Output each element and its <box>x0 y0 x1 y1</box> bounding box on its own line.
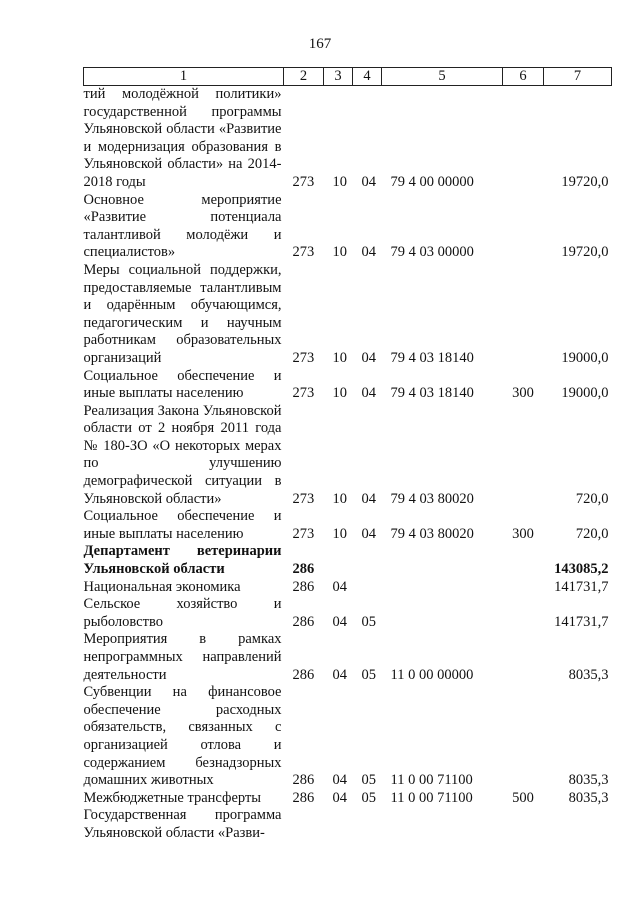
cell-name: Сельское хозяйство и рыболовство <box>83 596 282 630</box>
cell-csr: 79 4 03 80020 <box>390 490 474 507</box>
cell-sum <box>544 807 612 842</box>
cell-csr: 79 4 00 00000 <box>390 173 474 190</box>
cell-csr: 11 0 00 71100 <box>390 789 473 806</box>
cell-gr: 286 <box>292 613 315 630</box>
cell-vr <box>503 403 544 509</box>
cell-vr <box>503 86 544 192</box>
column-header-4: 4 <box>353 68 382 86</box>
cell-rz: 10 <box>332 173 347 190</box>
cell-csr <box>382 543 503 578</box>
cell-name: Мероприятия в рамках непрограммных направлений деятельности <box>83 631 282 683</box>
cell-rz: 10 <box>332 349 347 366</box>
cell-vr <box>503 596 544 631</box>
cell-rz: 04 <box>332 772 347 789</box>
cell-vr <box>503 579 544 597</box>
budget-table <box>83 67 612 843</box>
cell-rz: 04 <box>332 666 347 683</box>
cell-name: Государственная программа Ульяновской области «Разви- <box>83 807 282 841</box>
cell-gr: 273 <box>292 490 315 507</box>
cell-gr <box>284 807 324 842</box>
cell-csr <box>382 579 503 597</box>
cell-csr: 11 0 00 00000 <box>390 666 474 683</box>
cell-pr: 04 <box>361 385 376 402</box>
table-row <box>84 403 612 509</box>
table-row <box>84 790 612 808</box>
cell-pr: 04 <box>361 173 376 190</box>
cell-pr: 04 <box>361 490 376 507</box>
cell-vr: 300 <box>512 385 534 402</box>
cell-pr: 04 <box>361 525 376 542</box>
cell-rz: 10 <box>332 385 347 402</box>
cell-name: Национальная экономика <box>83 578 241 595</box>
cell-pr: 04 <box>361 244 376 261</box>
cell-rz: 04 <box>332 578 347 595</box>
cell-sum: 19720,0 <box>561 173 609 190</box>
cell-gr: 273 <box>292 349 315 366</box>
cell-gr: 286 <box>292 666 315 683</box>
cell-gr: 273 <box>292 385 315 402</box>
table-row <box>84 596 612 631</box>
column-header-1: 1 <box>84 68 284 86</box>
cell-gr: 273 <box>292 173 315 190</box>
column-header-2: 2 <box>284 68 324 86</box>
cell-vr <box>503 807 544 842</box>
cell-rz: 10 <box>332 244 347 261</box>
cell-vr <box>503 543 544 578</box>
cell-pr: 05 <box>361 613 376 630</box>
cell-csr <box>382 596 503 631</box>
cell-gr: 273 <box>292 525 315 542</box>
table-row <box>84 684 612 790</box>
cell-sum: 19000,0 <box>561 349 609 366</box>
cell-gr: 273 <box>292 244 315 261</box>
table-row <box>84 579 612 597</box>
cell-sum: 141731,7 <box>554 578 609 595</box>
table-row <box>84 508 612 543</box>
cell-name: Реализация Закона Ульяновской области от 2 ноября 2011 года № 180-ЗО «О некоторых мерах по улучшению демографической ситуации в Ульяновской области» <box>83 402 282 507</box>
column-header-5: 5 <box>382 68 503 86</box>
cell-sum: 141731,7 <box>554 613 609 630</box>
table-row <box>84 631 612 684</box>
cell-csr: 79 4 03 18140 <box>390 349 474 366</box>
cell-name: Социальное обеспечение и иные выплаты населению <box>83 508 282 542</box>
cell-name: Департамент ветеринарии Ульяновской области <box>83 543 282 578</box>
table-row <box>84 368 612 403</box>
header-row <box>84 68 612 86</box>
cell-rz: 10 <box>332 525 347 542</box>
page-number: 167 <box>308 36 332 52</box>
table-row <box>84 262 612 368</box>
cell-name: Меры социальной поддержки, предоставляемые талантливым и одарённым обучающимся, педагогическим и научным работникам образовательных организаций <box>83 261 282 366</box>
table-row <box>84 807 612 842</box>
cell-pr <box>353 807 382 842</box>
cell-name: Социальное обеспечение и иные выплаты населению <box>83 367 282 402</box>
cell-vr <box>503 631 544 684</box>
cell-rz <box>324 807 353 842</box>
cell-vr: 300 <box>512 525 534 542</box>
cell-rz: 04 <box>332 789 347 806</box>
cell-gr: 286 <box>292 772 315 789</box>
cell-vr <box>503 262 544 368</box>
cell-sum: 19720,0 <box>561 244 609 261</box>
table-header <box>84 68 612 86</box>
cell-rz: 04 <box>332 613 347 630</box>
cell-gr: 286 <box>292 789 315 806</box>
cell-name: Межбюджетные трансферты <box>83 789 262 806</box>
cell-pr: 05 <box>361 666 376 683</box>
column-header-6: 6 <box>503 68 544 86</box>
cell-sum: 8035,3 <box>568 772 609 789</box>
cell-gr: 286 <box>292 578 315 595</box>
column-header-3: 3 <box>324 68 353 86</box>
column-header-7: 7 <box>544 68 612 86</box>
cell-name: тий молодёжной политики» государственной программы Ульяновской области «Развитие и модернизация образования в Ульяновской области» на 2014-2018 годы <box>83 86 282 190</box>
cell-sum: 720,0 <box>575 525 609 542</box>
cell-name: Основное мероприятие «Развитие потенциала талантливой молодёжи и специалистов» <box>83 191 282 261</box>
cell-csr: 11 0 00 71100 <box>390 772 473 789</box>
cell-pr <box>353 543 382 578</box>
cell-sum: 720,0 <box>575 490 609 507</box>
cell-sum: 19000,0 <box>561 385 609 402</box>
cell-rz: 10 <box>332 490 347 507</box>
cell-pr: 05 <box>361 789 376 806</box>
cell-sum: 8035,3 <box>568 789 609 806</box>
cell-sum: 143085,2 <box>554 561 609 578</box>
cell-csr: 79 4 03 00000 <box>390 244 474 261</box>
cell-pr <box>353 579 382 597</box>
cell-pr: 05 <box>361 772 376 789</box>
cell-name: Субвенции на финансовое обеспечение расходных обязательств, связанных с организацией отлова и содержанием безнадзорных домашних животных <box>83 684 282 789</box>
cell-csr: 79 4 03 80020 <box>390 525 474 542</box>
cell-vr <box>503 192 544 262</box>
cell-vr <box>503 684 544 790</box>
table-body <box>84 86 612 843</box>
cell-rz <box>324 543 353 578</box>
cell-pr: 04 <box>361 349 376 366</box>
cell-csr <box>382 807 503 842</box>
cell-gr: 286 <box>292 561 315 578</box>
table-row <box>84 543 612 578</box>
cell-vr: 500 <box>512 789 534 806</box>
cell-sum: 8035,3 <box>568 666 609 683</box>
cell-csr: 79 4 03 18140 <box>390 385 474 402</box>
table-row <box>84 86 612 192</box>
table-row <box>84 192 612 262</box>
